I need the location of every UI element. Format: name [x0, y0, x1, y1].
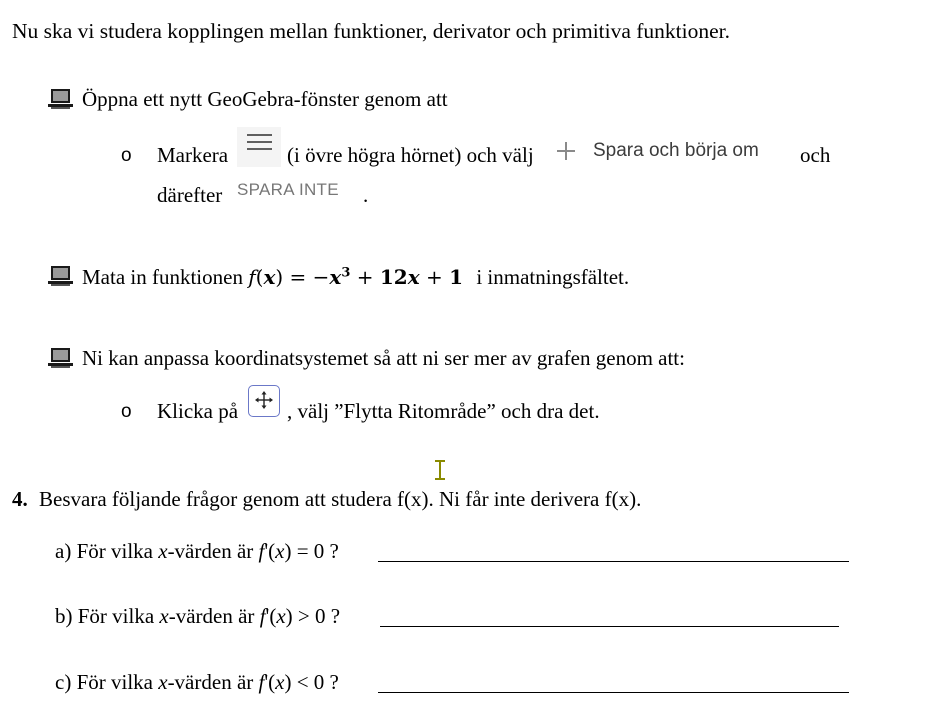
question-4 [12, 487, 641, 512]
plus-icon [556, 141, 576, 161]
step2-tail: i inmatningsfältet. [476, 265, 630, 289]
step1-text: Öppna ett nytt GeoGebra-fönster genom att [82, 87, 448, 111]
move-graphics-view-icon [248, 385, 280, 417]
step1-markera: Markera [157, 143, 229, 167]
hamburger-menu-icon [237, 127, 281, 167]
answer-line-a[interactable] [378, 561, 849, 562]
step1-period: . [363, 183, 369, 207]
step1-darefter: därefter [157, 183, 223, 207]
dont-save-label: SPARA INTE [237, 180, 339, 199]
question-number: 4. [12, 487, 28, 511]
question-text: Besvara följande frågor genom att studera f(x). Ni får inte derivera f(x). [39, 487, 642, 511]
bullet: o [121, 401, 132, 422]
step1-och: och [800, 143, 831, 167]
step2-text [82, 265, 629, 290]
step3-tail: , välj ”Flytta Ritområde” och dra det. [287, 399, 600, 423]
answer-line-c[interactable] [378, 692, 849, 693]
laptop-icon [48, 88, 73, 110]
intro-text: Nu ska vi studera kopplingen mellan funktioner, derivator och primitiva funktioner. [12, 19, 731, 43]
function-formula: $f(x) = -x^3 + 12x + 1$ [248, 265, 464, 289]
laptop-icon [48, 347, 73, 369]
text-cursor-icon [433, 460, 447, 480]
step2-lead: Mata in funktionen [82, 265, 243, 289]
question-part-b: b) För vilka x-värden är f'(x) > 0 ? [55, 604, 341, 628]
laptop-icon [48, 265, 73, 287]
step1-corner-text: (i övre högra hörnet) och välj [287, 143, 534, 167]
question-part-c: c) För vilka x-värden är f'(x) < 0 ? [55, 670, 339, 694]
answer-line-b[interactable] [380, 626, 839, 627]
new-file-label: Spara och börja om [593, 140, 759, 161]
step3-text: Ni kan anpassa koordinatsystemet så att ni ser mer av grafen genom att: [82, 346, 685, 370]
question-part-a: a) För vilka x-värden är f'(x) = 0 ? [55, 539, 339, 563]
bullet: o [121, 145, 132, 166]
step3-klicka: Klicka på [157, 399, 239, 423]
